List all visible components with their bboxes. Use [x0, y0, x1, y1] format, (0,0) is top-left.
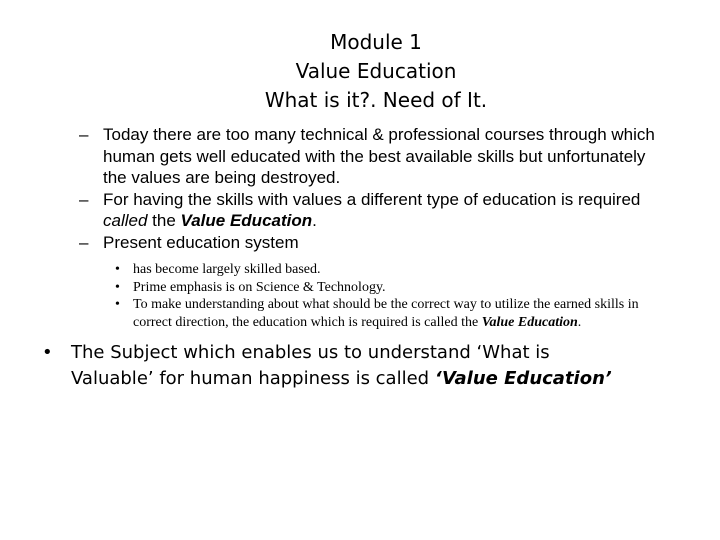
subsub-point-science-emphasis [0, 279, 665, 297]
sub-point-text-end: . [312, 211, 317, 230]
bullet-marker: • [115, 262, 120, 277]
sub-point-present-education [0, 232, 663, 254]
subsub-point-list [0, 261, 720, 331]
sub-point-technical-courses [0, 124, 663, 189]
main-point-subject-definition [0, 340, 631, 392]
sub-point-text-mid: the [147, 211, 181, 230]
subsub-point-text: has become largely skilled based. [133, 262, 321, 277]
title-line-1: Module 1 [330, 30, 422, 54]
title-line-2: Value Education [295, 59, 457, 83]
bullet-marker: • [42, 342, 53, 363]
bullet-marker: • [115, 297, 120, 312]
slide-title [0, 28, 720, 115]
subsub-point-text: To make understanding about what should be the correct way to utilize the earned skills in correct direction, the education which is required is called the [133, 297, 639, 330]
sub-point-italic-word: called [103, 211, 148, 230]
subsub-point-correct-direction [0, 296, 665, 331]
sub-point-skills-with-values [0, 189, 663, 232]
value-education-emphasis: Value Education [481, 314, 578, 330]
sub-point-text: For having the skills with values a different type of education is required [103, 189, 641, 209]
sub-point-list [0, 124, 720, 253]
value-education-emphasis: ‘Value Education’ [434, 368, 612, 389]
main-point-text: The Subject which enables us to understand ‘What is Valuable’ for human happiness is called [71, 342, 550, 389]
sub-point-text: Present education system [103, 232, 299, 252]
dash-marker: – [79, 232, 89, 252]
subsub-point-text: Prime emphasis is on Science & Technology. [133, 279, 386, 295]
bullet-marker: • [115, 279, 120, 295]
dash-marker: – [79, 189, 89, 209]
dash-marker: – [79, 125, 89, 144]
subsub-point-text-end: . [577, 314, 582, 330]
subsub-point-skilled-based [0, 261, 665, 279]
slide-body [0, 124, 720, 392]
title-line-3: What is it?. Need of It. [264, 88, 488, 112]
value-education-emphasis: Value Education [180, 211, 313, 230]
sub-point-text: Today there are too many technical & professional courses through which human gets well educated with the best available skills but unfortunately the values are being destroyed. [103, 125, 655, 187]
